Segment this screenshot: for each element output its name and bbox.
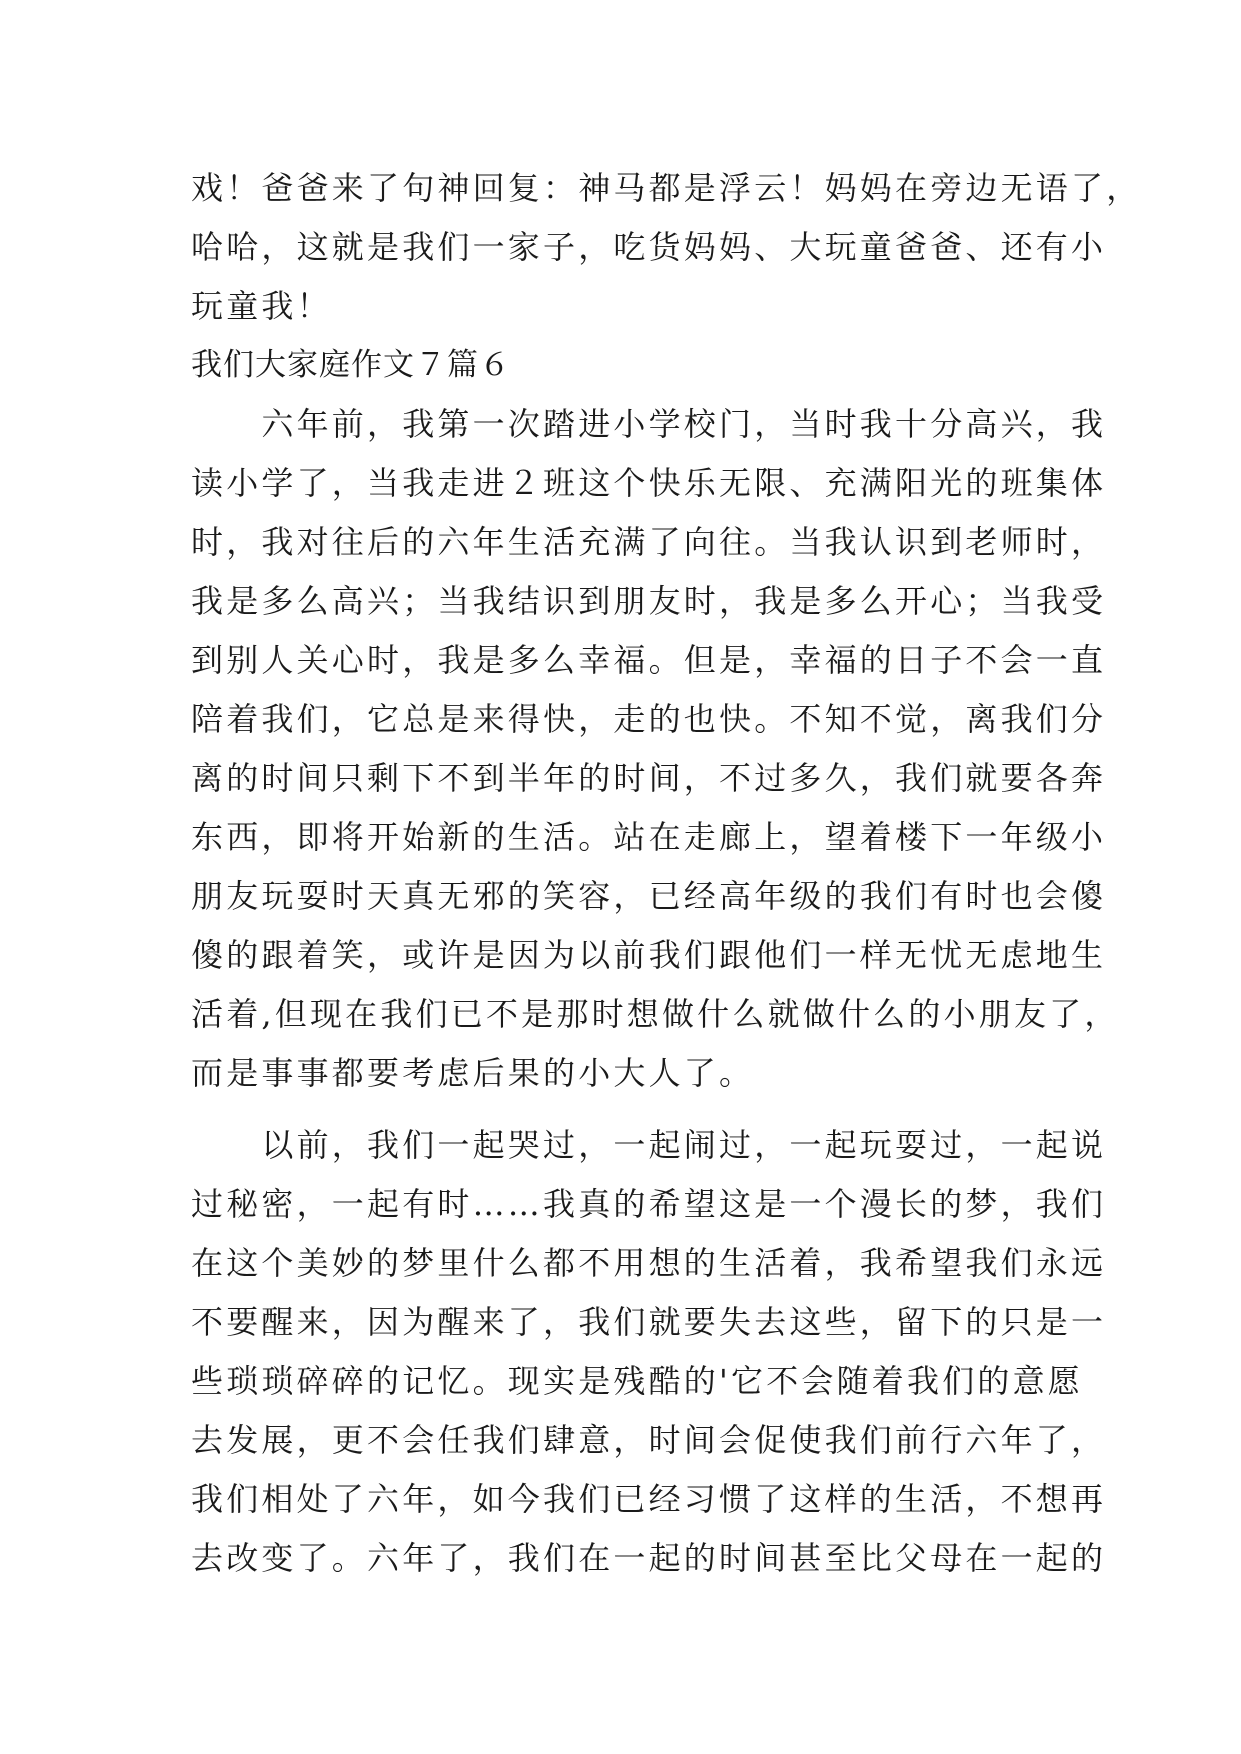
text-line: 在这个美妙的梦里什么都不用想的生活着，我希望我们永远	[191, 1244, 1107, 1282]
text-line: 到别人关心时，我是多么幸福。但是，幸福的日子不会一直	[191, 641, 1107, 679]
text-line: 去改变了。六年了，我们在一起的时间甚至比父母在一起的	[191, 1539, 1107, 1577]
text-line: 去发展，更不会任我们肆意，时间会促使我们前行六年了，	[191, 1421, 1107, 1459]
text-line: 朋友玩耍时天真无邪的笑容，已经高年级的我们有时也会傻	[191, 877, 1107, 915]
text-line: 我们相处了六年，如今我们已经习惯了这样的生活，不想再	[191, 1480, 1107, 1518]
paragraph-start-line: 六年前，我第一次踏进小学校门，当时我十分高兴，我	[191, 405, 1107, 443]
text-line: 过秘密，一起有时……我真的希望这是一个漫长的梦，我们	[191, 1185, 1107, 1223]
text-line: 玩童我！	[191, 287, 332, 325]
text-line: 戏！爸爸来了句神回复：神马都是浮云！妈妈在旁边无语了，	[191, 169, 1142, 207]
section-heading: 我们大家庭作文７篇６	[191, 347, 511, 383]
text-line: 陪着我们，它总是来得快，走的也快。不知不觉，离我们分	[191, 700, 1107, 738]
text-line: 哈哈，这就是我们一家子，吃货妈妈、大玩童爸爸、还有小	[191, 228, 1107, 266]
text-line: 傻的跟着笑，或许是因为以前我们跟他们一样无忧无虑地生	[191, 936, 1107, 974]
paragraph-start-line: 以前，我们一起哭过，一起闹过，一起玩耍过，一起说	[191, 1126, 1107, 1164]
text-line: 读小学了，当我走进２班这个快乐无限、充满阳光的班集体	[191, 464, 1107, 502]
text-line: 活着,但现在我们已不是那时想做什么就做什么的小朋友了，	[191, 995, 1120, 1033]
text-line: 离的时间只剩下不到半年的时间，不过多久，我们就要各奔	[191, 759, 1107, 797]
text-line: 不要醒来，因为醒来了，我们就要失去这些，留下的只是一	[191, 1303, 1107, 1341]
text-line: 些琐琐碎碎的记忆。现实是残酷的'它不会随着我们的意愿	[191, 1362, 1083, 1400]
text-line: 时，我对往后的六年生活充满了向往。当我认识到老师时，	[191, 523, 1107, 561]
text-line: 我是多么高兴；当我结识到朋友时，我是多么开心；当我受	[191, 582, 1107, 620]
text-line: 而是事事都要考虑后果的小大人了。	[191, 1054, 755, 1092]
text-line: 东西，即将开始新的生活。站在走廊上，望着楼下一年级小	[191, 818, 1107, 856]
